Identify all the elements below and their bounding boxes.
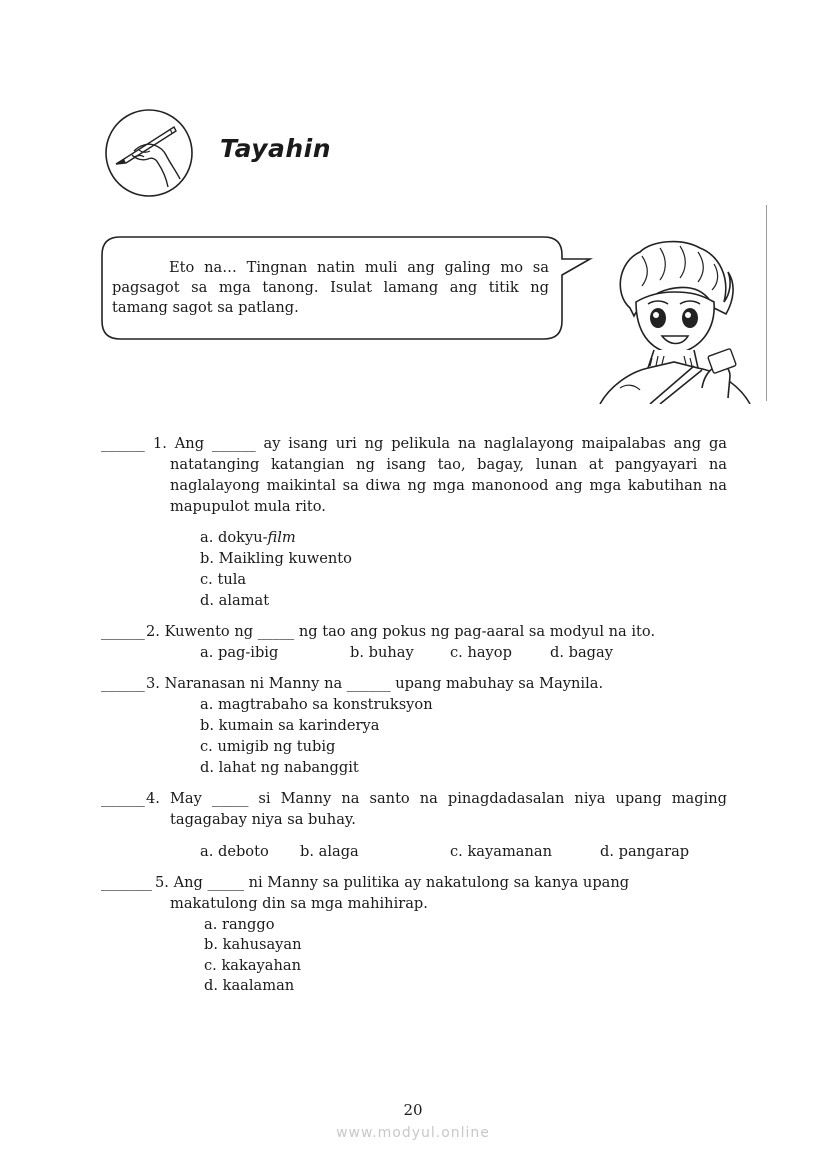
choice-d: d. lahat ng nabanggit xyxy=(200,759,359,776)
choice-a: a. pag-ibig xyxy=(200,644,279,661)
choice-c: c. umigib ng tubig xyxy=(200,738,336,755)
page-title: Tayahin xyxy=(220,134,332,163)
choice-a: a. magtrabaho sa konstruksyon xyxy=(200,696,433,713)
choice-c: c. kayamanan xyxy=(450,843,552,860)
answer-blank[interactable]: ______ xyxy=(101,623,145,640)
margin-rule xyxy=(766,205,767,401)
answer-blank[interactable]: _______ xyxy=(101,874,153,891)
pencil-hand-icon xyxy=(104,107,194,199)
choice-c: c. hayop xyxy=(450,644,512,661)
answer-blank[interactable]: ______ xyxy=(101,675,145,692)
question-text: naglalayong maikintal sa diwa ng mga manonood ang mga kabutihan na xyxy=(170,477,727,494)
cartoon-boy-illustration xyxy=(590,238,762,404)
choice-a: a. dokyu-film xyxy=(200,529,296,546)
answer-blank[interactable]: ______ xyxy=(101,790,145,807)
question-text: makatulong din sa mga mahihirap. xyxy=(170,895,428,912)
choice-a: a. deboto xyxy=(200,843,269,860)
question-text: 5. Ang _____ ni Manny sa pulitika ay nakatulong sa kanya upang xyxy=(155,874,630,891)
choice-b: b. Maikling kuwento xyxy=(200,550,352,567)
choice-b: b. buhay xyxy=(350,644,414,661)
choice-b: b. alaga xyxy=(300,843,359,860)
question-text: natatanging katangian ng isang tao, bagay, lunan at pangyayari na xyxy=(170,456,727,473)
choice-a: a. ranggo xyxy=(204,916,275,933)
question-text: 1. Ang ______ ay isang uri ng pelikula na naglalayong maipalabas ang ga xyxy=(153,435,727,452)
watermark: www.modyul.online xyxy=(336,1125,490,1141)
choice-b: b. kumain sa karinderya xyxy=(200,717,380,734)
choice-d: d. pangarap xyxy=(600,843,690,860)
question-text: 2. Kuwento ng _____ ng tao ang pokus ng pag-aaral sa modyul na ito. xyxy=(146,623,656,640)
question-text: mapupulot mula rito. xyxy=(170,498,326,515)
choice-c: c. tula xyxy=(200,571,247,588)
choice-d: d. alamat xyxy=(200,592,270,609)
instruction-text: Eto na… Tingnan natin muli ang galing mo sa pagsagot sa mga tanong. Isulat lamang ang titik ng tamang sagot sa patlang. xyxy=(112,259,549,316)
question-text: 4. May _____ si Manny na santo na pinagdadasalan niya upang maging xyxy=(146,790,727,807)
answer-blank[interactable]: ______ xyxy=(101,435,145,452)
choice-c: c. kakayahan xyxy=(204,957,301,974)
question-text: 3. Naranasan ni Manny na ______ upang mabuhay sa Maynila. xyxy=(146,675,604,692)
choice-d: d. bagay xyxy=(550,644,613,661)
choice-d: d. kaalaman xyxy=(204,977,295,994)
page-number: 20 xyxy=(403,1101,423,1119)
question-text: tagagabay niya sa buhay. xyxy=(170,811,356,828)
choice-b: b. kahusayan xyxy=(204,936,302,953)
